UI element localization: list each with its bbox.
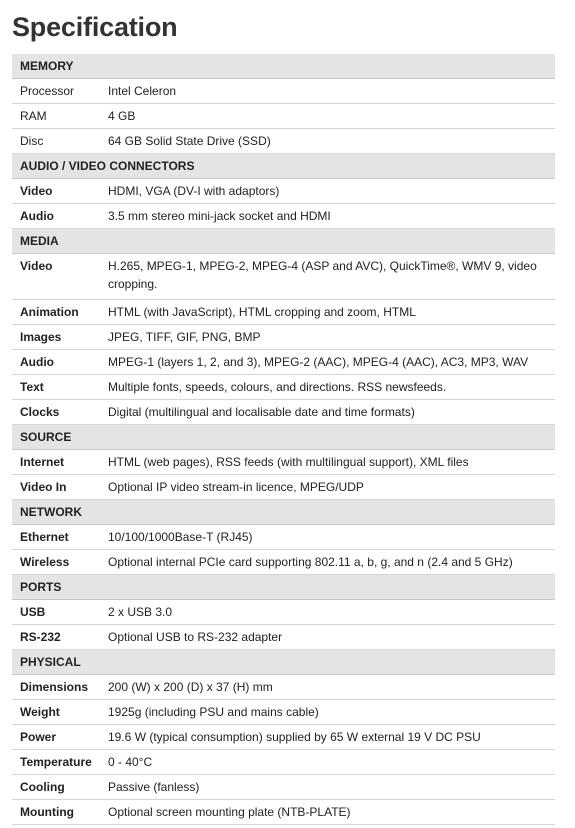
spec-row	[12, 800, 555, 825]
spec-row	[12, 325, 555, 350]
spec-row	[12, 254, 555, 300]
section-header-source	[12, 425, 555, 450]
spec-value: H.265, MPEG-1, MPEG-2, MPEG-4 (ASP and AVC), QuickTime®, WMV 9, video cropping.	[100, 254, 555, 300]
spec-value: HTML (web pages), RSS feeds (with multilingual support), XML files	[100, 450, 555, 475]
spec-row	[12, 104, 555, 129]
spec-label: Audio	[12, 204, 100, 229]
spec-label: Ethernet	[12, 525, 100, 550]
specification-table	[12, 54, 555, 825]
spec-row	[12, 675, 555, 700]
spec-label: Cooling	[12, 775, 100, 800]
spec-row	[12, 375, 555, 400]
spec-value: Optional internal PCIe card supporting 802.11 a, b, g, and n (2.4 and 5 GHz)	[100, 550, 555, 575]
spec-row	[12, 625, 555, 650]
spec-value: HTML (with JavaScript), HTML cropping and zoom, HTML	[100, 300, 555, 325]
section-header-av-connectors	[12, 154, 555, 179]
spec-label: Processor	[12, 79, 100, 104]
section-header-network	[12, 500, 555, 525]
spec-label: Audio	[12, 350, 100, 375]
page-title: Specification	[12, 12, 178, 42]
spec-row	[12, 300, 555, 325]
spec-value: 64 GB Solid State Drive (SSD)	[100, 129, 555, 154]
spec-value: 19.6 W (typical consumption) supplied by 65 W external 19 V DC PSU	[100, 725, 555, 750]
spec-label: Wireless	[12, 550, 100, 575]
spec-value: Optional IP video stream-in licence, MPEG/UDP	[100, 475, 555, 500]
spec-label: Internet	[12, 450, 100, 475]
spec-label: Images	[12, 325, 100, 350]
section-heading: NETWORK	[12, 500, 555, 525]
spec-value: Passive (fanless)	[100, 775, 555, 800]
spec-value: 4 GB	[100, 104, 555, 129]
section-heading: MEDIA	[12, 229, 555, 254]
spec-label: Video	[12, 179, 100, 204]
spec-row	[12, 204, 555, 229]
spec-row	[12, 600, 555, 625]
spec-label: Clocks	[12, 400, 100, 425]
spec-row	[12, 725, 555, 750]
spec-label: Mounting	[12, 800, 100, 825]
spec-value: HDMI, VGA (DV-I with adaptors)	[100, 179, 555, 204]
spec-value: Digital (multilingual and localisable date and time formats)	[100, 400, 555, 425]
spec-value: Intel Celeron	[100, 79, 555, 104]
spec-value: JPEG, TIFF, GIF, PNG, BMP	[100, 325, 555, 350]
spec-label: Video In	[12, 475, 100, 500]
spec-value: Optional USB to RS-232 adapter	[100, 625, 555, 650]
section-heading: AUDIO / VIDEO CONNECTORS	[12, 154, 555, 179]
spec-row	[12, 179, 555, 204]
section-header-ports	[12, 575, 555, 600]
section-heading: PORTS	[12, 575, 555, 600]
section-heading: SOURCE	[12, 425, 555, 450]
section-heading: PHYSICAL	[12, 650, 555, 675]
spec-value: Optional screen mounting plate (NTB-PLATE)	[100, 800, 555, 825]
spec-label: Power	[12, 725, 100, 750]
spec-row	[12, 775, 555, 800]
spec-label: Video	[12, 254, 100, 300]
spec-value: MPEG-1 (layers 1, 2, and 3), MPEG-2 (AAC), MPEG-4 (AAC), AC3, MP3, WAV	[100, 350, 555, 375]
spec-row	[12, 550, 555, 575]
spec-label: Animation	[12, 300, 100, 325]
spec-row	[12, 700, 555, 725]
spec-value: Multiple fonts, speeds, colours, and directions. RSS newsfeeds.	[100, 375, 555, 400]
spec-row	[12, 350, 555, 375]
section-header-physical	[12, 650, 555, 675]
spec-value: 10/100/1000Base-T (RJ45)	[100, 525, 555, 550]
spec-row	[12, 79, 555, 104]
spec-label: RS-232	[12, 625, 100, 650]
spec-label: Disc	[12, 129, 100, 154]
spec-label: Dimensions	[12, 675, 100, 700]
spec-row	[12, 525, 555, 550]
section-header-memory	[12, 54, 555, 79]
spec-row	[12, 475, 555, 500]
spec-row	[12, 129, 555, 154]
spec-row	[12, 400, 555, 425]
spec-label: Temperature	[12, 750, 100, 775]
spec-value: 1925g (including PSU and mains cable)	[100, 700, 555, 725]
spec-value: 200 (W) x 200 (D) x 37 (H) mm	[100, 675, 555, 700]
section-heading: MEMORY	[12, 54, 555, 79]
section-header-media	[12, 229, 555, 254]
spec-label: Text	[12, 375, 100, 400]
spec-value: 3.5 mm stereo mini-jack socket and HDMI	[100, 204, 555, 229]
spec-row	[12, 450, 555, 475]
spec-label: RAM	[12, 104, 100, 129]
spec-value: 0 - 40°C	[100, 750, 555, 775]
spec-value: 2 x USB 3.0	[100, 600, 555, 625]
spec-label: USB	[12, 600, 100, 625]
spec-label: Weight	[12, 700, 100, 725]
spec-row	[12, 750, 555, 775]
